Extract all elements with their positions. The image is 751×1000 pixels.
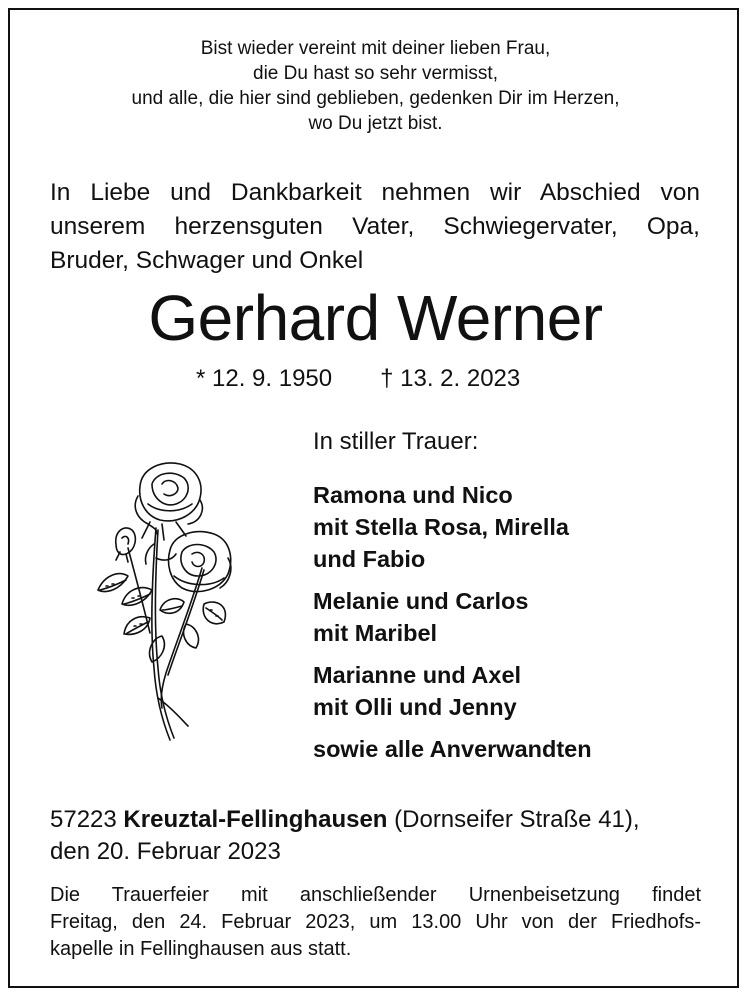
mourner-group (313, 585, 592, 649)
memorial-poem (40, 36, 711, 136)
mourner-line: Melanie und Carlos (313, 588, 529, 614)
mourner-line: Ramona und Nico (313, 482, 513, 508)
ceremony-line: Die Trauerfeier mit anschließender Urnenbeisetzung findet (50, 884, 701, 906)
mourner-group (313, 659, 592, 723)
mourner-line: mit Stella Rosa, Mirella (313, 514, 569, 540)
poem-line: Bist wieder vereint mit deiner lieben Frau, (200, 38, 551, 59)
life-dates (196, 364, 520, 394)
ceremony-notice (50, 882, 701, 963)
address-line (50, 804, 701, 836)
mourners-list (313, 479, 592, 775)
mourner-group (313, 479, 592, 575)
farewell-line: unserem herzensguten Vater, Schwiegervater, Opa, (50, 213, 700, 240)
mourner-line: und Fabio (313, 546, 426, 572)
address-date: den 20. Februar 2023 (50, 838, 281, 865)
poem-line: die Du hast so sehr vermisst, (253, 63, 498, 84)
mourner-line: mit Olli und Jenny (313, 694, 517, 720)
ceremony-line: Freitag, den 24. Februar 2023, um 13.00 Uhr von der Friedhofs- (50, 911, 701, 933)
farewell-line: Bruder, Schwager und Onkel (50, 247, 364, 274)
city-name: Kreuztal-Fellinghausen (123, 806, 388, 833)
poem-line: wo Du jetzt bist. (308, 113, 443, 134)
street-name: (Dornseifer Straße 41), (394, 806, 640, 833)
poem-line: und alle, die hier sind geblieben, gedenken Dir im Herzen, (131, 88, 620, 109)
death-date: † 13. 2. 2023 (380, 365, 521, 392)
postal-code: 57223 (50, 806, 117, 833)
mourning-label: In stiller Trauer: (313, 428, 479, 455)
deceased-name: Gerhard Werner (148, 282, 603, 354)
rose-illustration-icon (92, 458, 242, 748)
mourner-line: Marianne und Axel (313, 662, 522, 688)
farewell-line: In Liebe und Dankbarkeit nehmen wir Abschied von (50, 179, 700, 206)
mourner-line: mit Maribel (313, 620, 438, 646)
mourner-line: sowie alle Anverwandten (313, 736, 592, 762)
mourner-group (313, 733, 592, 765)
birth-date: * 12. 9. 1950 (196, 365, 333, 392)
farewell-text (50, 176, 700, 278)
ceremony-line: kapelle in Fellinghausen aus statt. (50, 938, 352, 960)
address-block (50, 804, 701, 868)
